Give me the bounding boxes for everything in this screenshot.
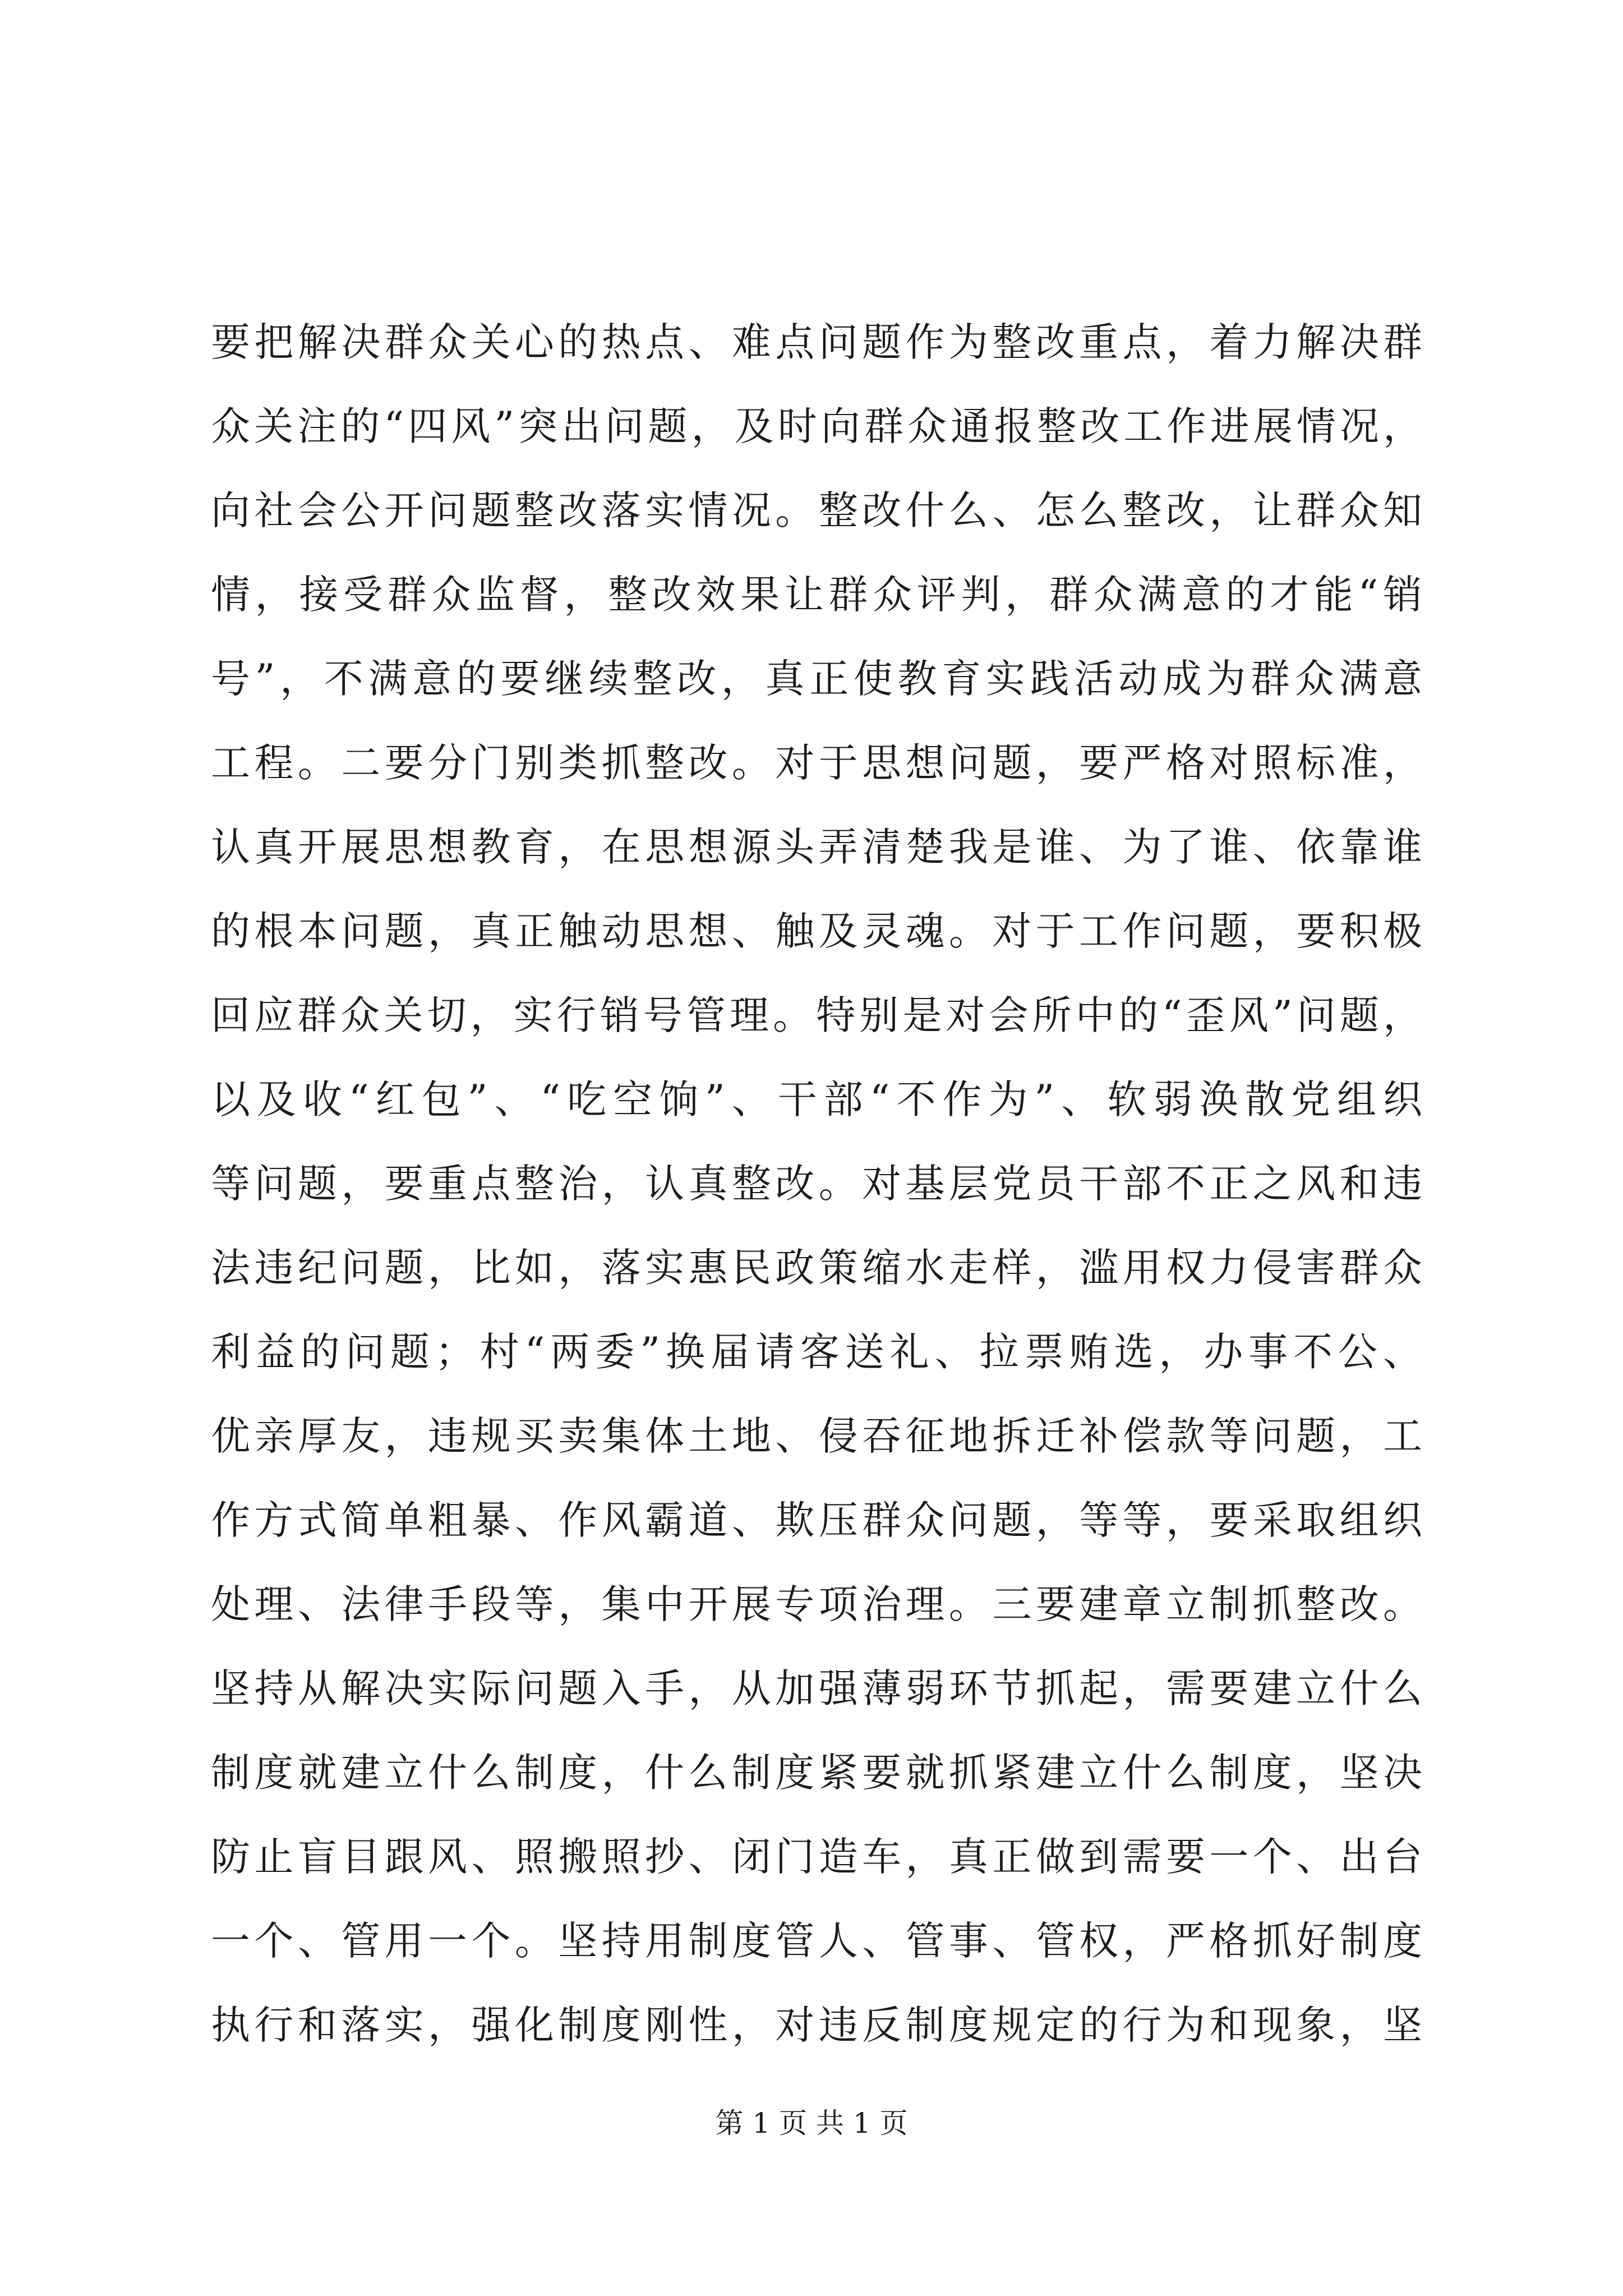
text-line: 制度就建立什么制度，什么制度紧要就抓紧建立什么制度，坚决 bbox=[211, 1750, 1422, 1796]
text-line: 防止盲目跟风、照搬照抄、闭门造车，真正做到需要一个、出台 bbox=[211, 1834, 1422, 1880]
text-line: 工程。二要分门别类抓整改。对于思想问题，要严格对照标准， bbox=[211, 740, 1422, 786]
text-line: 号”，不满意的要继续整改，真正使教育实践活动成为群众满意 bbox=[211, 656, 1422, 702]
text-line: 回应群众关切，实行销号管理。特别是对会所中的“歪风”问题， bbox=[211, 992, 1422, 1038]
text-line: 执行和落实，强化制度刚性，对违反制度规定的行为和现象，坚 bbox=[211, 2002, 1422, 2048]
text-line: 等问题，要重点整治，认真整改。对基层党员干部不正之风和违 bbox=[211, 1161, 1422, 1207]
text-line: 利益的问题；村“两委”换届请客送礼、拉票贿选，办事不公、 bbox=[211, 1329, 1422, 1375]
text-line: 作方式简单粗暴、作风霸道、欺压群众问题，等等，要采取组织 bbox=[211, 1497, 1422, 1543]
body-text bbox=[211, 300, 1422, 2067]
text-line: 向社会公开问题整改落实情况。整改什么、怎么整改，让群众知 bbox=[211, 487, 1422, 533]
text-line: 处理、法律手段等，集中开展专项治理。三要建章立制抓整改。 bbox=[211, 1581, 1422, 1627]
text-line: 一个、管用一个。坚持用制度管人、管事、管权，严格抓好制度 bbox=[211, 1918, 1422, 1964]
text-line: 法违纪问题，比如，落实惠民政策缩水走样，滥用权力侵害群众 bbox=[211, 1245, 1422, 1291]
text-line: 以及收“红包”、“吃空饷”、干部“不作为”、软弱涣散党组织 bbox=[211, 1076, 1422, 1122]
text-line: 情，接受群众监督，整改效果让群众评判，群众满意的才能“销 bbox=[211, 572, 1422, 618]
text-line: 众关注的“四风”突出问题，及时向群众通报整改工作进展情况， bbox=[211, 403, 1422, 449]
text-line: 认真开展思想教育，在思想源头弄清楚我是谁、为了谁、依靠谁 bbox=[211, 824, 1422, 870]
text-line: 优亲厚友，违规买卖集体土地、侵吞征地拆迁补偿款等问题，工 bbox=[211, 1413, 1422, 1459]
text-line: 要把解决群众关心的热点、难点问题作为整改重点，着力解决群 bbox=[211, 319, 1422, 365]
text-line: 坚持从解决实际问题入手，从加强薄弱环节抓起，需要建立什么 bbox=[211, 1665, 1422, 1711]
text-line: 的根本问题，真正触动思想、触及灵魂。对于工作问题，要积极 bbox=[211, 908, 1422, 954]
page-footer: 第 1 页 共 1 页 bbox=[715, 2107, 908, 2139]
